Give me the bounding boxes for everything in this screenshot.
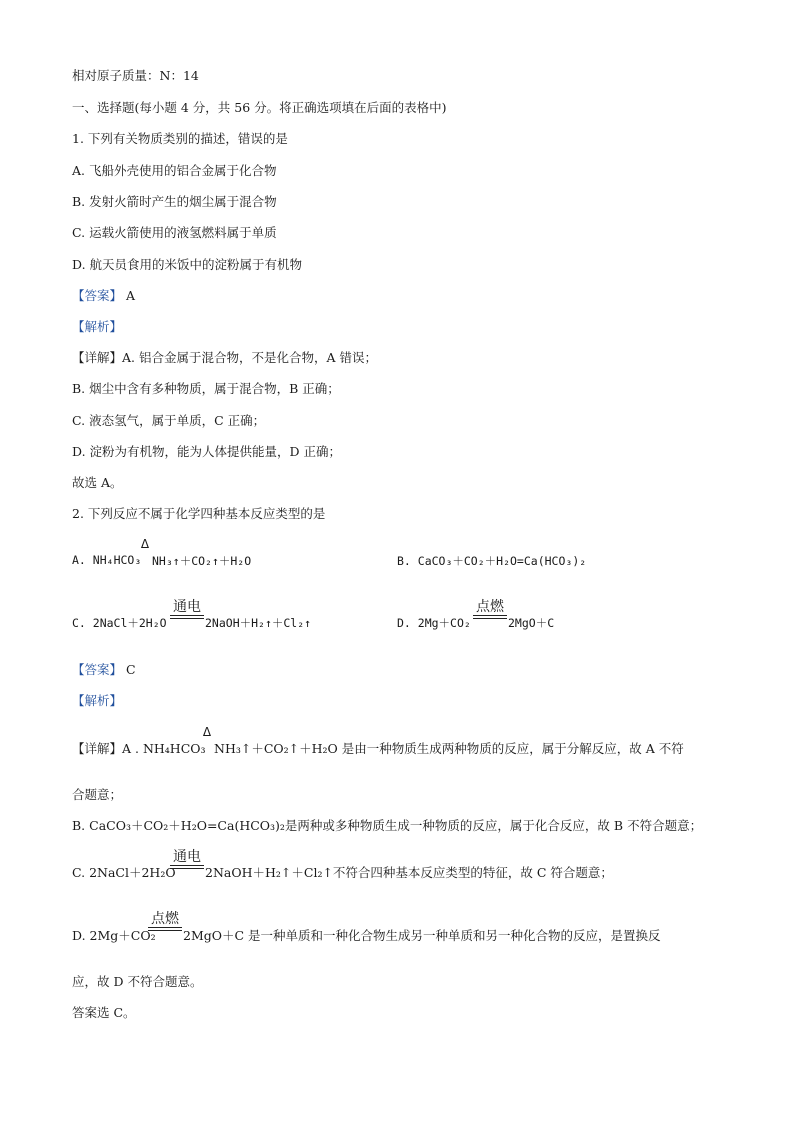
q2-option-a-products: NH₃↑＋CO₂↑＋H₂O [152, 554, 252, 568]
q2-option-a: A. NH₄HCO₃ [72, 553, 142, 567]
q2-option-c-products: 2NaOH＋H₂↑＋Cl₂↑ [205, 616, 312, 630]
q1-detail-b: B. 烟尘中含有多种物质，属于混合物，B 正确； [72, 381, 340, 396]
detail-tag: 【详解】 [72, 350, 123, 365]
q1-option-c: C. 运载火箭使用的液氢燃料属于单质 [72, 225, 277, 240]
section-title: 一、选择题(每小题 4 分，共 56 分。将正确选项填在后面的表格中) [72, 100, 447, 115]
electrolysis-condition: 通电 [170, 600, 204, 619]
heat-condition: Δ [140, 537, 150, 551]
q2-conclusion: 答案选 C。 [72, 1005, 136, 1020]
question-2-stem: 2. 下列反应不属于化学四种基本反应类型的是 [72, 506, 326, 521]
reactant: NH₄HCO₃ [92, 553, 142, 567]
q2-detail-d-right: 2MgO＋C 是一种单质和一种化合物生成另一种单质和另一种化合物的反应，是置换反 [183, 928, 661, 943]
q2-detail-a-right: NH₃↑＋CO₂↑＋H₂O 是由一种物质生成两种物质的反应，属于分解反应，故 A 不符 [214, 741, 684, 756]
q2-option-b: B. CaCO₃＋CO₂＋H₂O=Ca(HCO₃)₂ [397, 554, 587, 568]
q1-option-b: B. 发射火箭时产生的烟尘属于混合物 [72, 194, 277, 209]
q1-detail-c: C. 液态氢气，属于单质，C 正确； [72, 413, 266, 428]
q1-option-d: D. 航天员食用的米饭中的淀粉属于有机物 [72, 257, 303, 272]
q2-analysis-tag: 【解析】 [72, 693, 123, 708]
q2-detail-c-right: 2NaOH＋H₂↑＋Cl₂↑不符合四种基本反应类型的特征，故 C 符合题意； [205, 865, 613, 880]
q2-detail-d-left: D. 2Mg＋CO₂ [72, 928, 156, 943]
answer-value: C [126, 662, 136, 677]
heat-condition: Δ [202, 725, 212, 739]
q2-detail-b: B. CaCO₃＋CO₂＋H₂O=Ca(HCO₃)₂是两种或多种物质生成一种物质的反应，属于化合反应，故 B 不符合题意； [72, 818, 703, 833]
ignition-condition: 点燃 [473, 600, 507, 619]
detail-tag: 【详解】 [72, 741, 123, 756]
q2-detail-a-left: 【详解】A . NH₄HCO₃ [72, 741, 206, 756]
q1-detail-a [72, 349, 377, 367]
q1-answer [72, 287, 135, 305]
q1-option-a: A. 飞船外壳使用的铝合金属于化合物 [72, 163, 277, 178]
q2-detail-d-cont: 应，故 D 不符合题意。 [72, 974, 203, 989]
q2-answer [72, 661, 136, 679]
answer-tag: 【答案】 [72, 288, 123, 303]
q2-detail-c-left: C. 2NaCl＋2H₂O [72, 865, 176, 880]
q1-detail-d: D. 淀粉为有机物，能为人体提供能量，D 正确； [72, 444, 342, 459]
ignition-condition: 点燃 [148, 912, 182, 931]
answer-tag: 【答案】 [72, 662, 123, 677]
question-1-stem: 1. 下列有关物质类别的描述，错误的是 [72, 131, 288, 146]
q2-option-d-reactants: D. 2Mg＋CO₂ [397, 616, 471, 630]
answer-value: A [126, 288, 136, 303]
electrolysis-condition: 通电 [170, 850, 204, 869]
detail-text: A. 铝合金属于混合物，不是化合物，A 错误； [122, 350, 377, 365]
q1-conclusion: 故选 A。 [72, 475, 123, 490]
atomic-mass-note: 相对原子质量：N：14 [72, 68, 199, 83]
q2-detail-a-cont: 合题意； [72, 787, 123, 802]
q2-option-d-products: 2MgO＋C [508, 616, 555, 630]
q1-analysis-tag: 【解析】 [72, 319, 123, 334]
q2-option-c-reactants: C. 2NaCl＋2H₂O [72, 616, 167, 630]
